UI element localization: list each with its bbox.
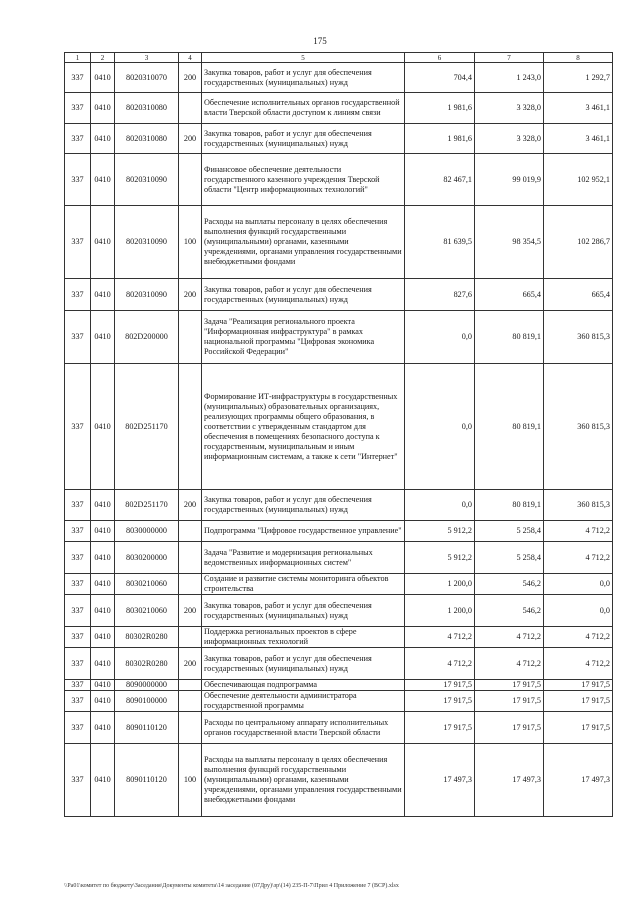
target-article-cell: 8020310090 xyxy=(115,279,179,311)
name-cell: Закупка товаров, работ и услуг для обеспечения государственных (муниципальных) нужд xyxy=(202,63,405,93)
name-cell: Расходы по центральному аппарату исполнительных органов государственной власти Тверской области xyxy=(202,712,405,744)
ved-cell: 337 xyxy=(65,648,91,680)
amount-2021-cell: 1 200,0 xyxy=(405,595,475,627)
section-cell: 0410 xyxy=(91,691,115,712)
name-cell: Расходы на выплаты персоналу в целях обеспечения выполнения функций государственными (муниципальными) органами, казенными учреждениями, органами управления государственными внебюджетными фондами xyxy=(202,744,405,817)
amount-2022-cell: 80 819,1 xyxy=(475,311,544,364)
expense-type-cell xyxy=(179,574,202,595)
section-cell: 0410 xyxy=(91,712,115,744)
section-cell: 0410 xyxy=(91,574,115,595)
amount-2021-cell: 82 467,1 xyxy=(405,154,475,206)
column-number-cell: 6 xyxy=(405,53,475,63)
amount-2021-cell: 5 912,2 xyxy=(405,542,475,574)
name-cell: Обеспечивающая подпрограмма xyxy=(202,680,405,691)
table-row xyxy=(65,574,613,595)
section-cell: 0410 xyxy=(91,63,115,93)
expense-type-cell xyxy=(179,364,202,490)
name-cell: Закупка товаров, работ и услуг для обеспечения государственных (муниципальных) нужд xyxy=(202,648,405,680)
name-cell: Закупка товаров, работ и услуг для обеспечения государственных (муниципальных) нужд xyxy=(202,124,405,154)
ved-cell: 337 xyxy=(65,595,91,627)
amount-2021-cell: 1 981,6 xyxy=(405,93,475,124)
table-row xyxy=(65,490,613,521)
column-number-cell: 3 xyxy=(115,53,179,63)
target-article-cell: 8030200000 xyxy=(115,542,179,574)
amount-2022-cell: 3 328,0 xyxy=(475,124,544,154)
expense-type-cell: 100 xyxy=(179,206,202,279)
ved-cell: 337 xyxy=(65,627,91,648)
section-cell: 0410 xyxy=(91,744,115,817)
table-row xyxy=(65,595,613,627)
amount-2023-cell: 17 917,5 xyxy=(544,680,613,691)
ved-cell: 337 xyxy=(65,712,91,744)
amount-2023-cell: 17 917,5 xyxy=(544,712,613,744)
name-cell: Закупка товаров, работ и услуг для обеспечения государственных (муниципальных) нужд xyxy=(202,490,405,521)
ved-cell: 337 xyxy=(65,680,91,691)
expense-type-cell: 100 xyxy=(179,744,202,817)
expense-type-cell: 200 xyxy=(179,595,202,627)
target-article-cell: 8020310090 xyxy=(115,154,179,206)
table-row xyxy=(65,364,613,490)
amount-2021-cell: 17 917,5 xyxy=(405,691,475,712)
expense-type-cell: 200 xyxy=(179,490,202,521)
name-cell: Формирование ИТ-инфраструктуры в государственных (муниципальных) образовательных организациях, реализующих программы общего образования, в соответствии с утвержденным стандартом для обеспечения в помещениях безопасного доступа к государственным, муниципальным и иным информационным системам, а также к сети "Интернет" xyxy=(202,364,405,490)
table-row xyxy=(65,311,613,364)
target-article-cell: 8090110120 xyxy=(115,712,179,744)
ved-cell: 337 xyxy=(65,279,91,311)
table-row xyxy=(65,712,613,744)
section-cell: 0410 xyxy=(91,206,115,279)
budget-table xyxy=(64,52,613,817)
amount-2023-cell: 0,0 xyxy=(544,574,613,595)
ved-cell: 337 xyxy=(65,542,91,574)
amount-2021-cell: 17 497,3 xyxy=(405,744,475,817)
ved-cell: 337 xyxy=(65,744,91,817)
expense-type-cell xyxy=(179,542,202,574)
amount-2023-cell: 360 815,3 xyxy=(544,311,613,364)
amount-2021-cell: 17 917,5 xyxy=(405,712,475,744)
expense-type-cell: 200 xyxy=(179,63,202,93)
section-cell: 0410 xyxy=(91,595,115,627)
name-cell: Поддержка региональных проектов в сфере информационных технологий xyxy=(202,627,405,648)
name-cell: Подпрограмма "Цифровое государственное управление" xyxy=(202,521,405,542)
amount-2023-cell: 17 497,3 xyxy=(544,744,613,817)
section-cell: 0410 xyxy=(91,364,115,490)
amount-2022-cell: 17 917,5 xyxy=(475,691,544,712)
amount-2023-cell: 4 712,2 xyxy=(544,648,613,680)
column-number-cell: 4 xyxy=(179,53,202,63)
ved-cell: 337 xyxy=(65,691,91,712)
ved-cell: 337 xyxy=(65,154,91,206)
amount-2022-cell: 17 917,5 xyxy=(475,712,544,744)
table-row xyxy=(65,542,613,574)
target-article-cell: 802D200000 xyxy=(115,311,179,364)
amount-2022-cell: 1 243,0 xyxy=(475,63,544,93)
section-cell: 0410 xyxy=(91,311,115,364)
amount-2021-cell: 0,0 xyxy=(405,364,475,490)
amount-2023-cell: 102 952,1 xyxy=(544,154,613,206)
amount-2022-cell: 4 712,2 xyxy=(475,648,544,680)
target-article-cell: 802D251170 xyxy=(115,364,179,490)
section-cell: 0410 xyxy=(91,521,115,542)
amount-2023-cell: 17 917,5 xyxy=(544,691,613,712)
target-article-cell: 8090000000 xyxy=(115,680,179,691)
amount-2021-cell: 5 912,2 xyxy=(405,521,475,542)
table-row xyxy=(65,691,613,712)
column-number-cell: 8 xyxy=(544,53,613,63)
amount-2022-cell: 665,4 xyxy=(475,279,544,311)
column-number-cell: 1 xyxy=(65,53,91,63)
section-cell: 0410 xyxy=(91,93,115,124)
target-article-cell: 8090110120 xyxy=(115,744,179,817)
expense-type-cell xyxy=(179,521,202,542)
section-cell: 0410 xyxy=(91,542,115,574)
amount-2022-cell: 4 712,2 xyxy=(475,627,544,648)
table-row xyxy=(65,63,613,93)
target-article-cell: 8030000000 xyxy=(115,521,179,542)
expense-type-cell: 200 xyxy=(179,124,202,154)
ved-cell: 337 xyxy=(65,206,91,279)
table-row xyxy=(65,680,613,691)
expense-type-cell xyxy=(179,627,202,648)
section-cell: 0410 xyxy=(91,490,115,521)
section-cell: 0410 xyxy=(91,279,115,311)
expense-type-cell: 200 xyxy=(179,279,202,311)
section-cell: 0410 xyxy=(91,648,115,680)
target-article-cell: 8030210060 xyxy=(115,574,179,595)
amount-2023-cell: 360 815,3 xyxy=(544,364,613,490)
name-cell: Закупка товаров, работ и услуг для обеспечения государственных (муниципальных) нужд xyxy=(202,279,405,311)
amount-2021-cell: 4 712,2 xyxy=(405,648,475,680)
expense-type-cell xyxy=(179,712,202,744)
table-row xyxy=(65,93,613,124)
ved-cell: 337 xyxy=(65,124,91,154)
target-article-cell: 8020310070 xyxy=(115,63,179,93)
name-cell: Закупка товаров, работ и услуг для обеспечения государственных (муниципальных) нужд xyxy=(202,595,405,627)
amount-2022-cell: 546,2 xyxy=(475,574,544,595)
table-row xyxy=(65,627,613,648)
amount-2021-cell: 704,4 xyxy=(405,63,475,93)
table-row xyxy=(65,648,613,680)
header-row xyxy=(65,53,613,63)
name-cell: Расходы на выплаты персоналу в целях обеспечения выполнения функций государственными (муниципальными) органами, казенными учреждениями, органами управления государственными внебюджетными фондами xyxy=(202,206,405,279)
amount-2023-cell: 0,0 xyxy=(544,595,613,627)
amount-2021-cell: 827,6 xyxy=(405,279,475,311)
ved-cell: 337 xyxy=(65,93,91,124)
amount-2023-cell: 4 712,2 xyxy=(544,627,613,648)
table-row xyxy=(65,521,613,542)
amount-2022-cell: 17 917,5 xyxy=(475,680,544,691)
amount-2021-cell: 1 981,6 xyxy=(405,124,475,154)
amount-2023-cell: 360 815,3 xyxy=(544,490,613,521)
name-cell: Финансовое обеспечение деятельности государственного казенного учреждения Тверской области "Центр информационных технологий" xyxy=(202,154,405,206)
target-article-cell: 8090100000 xyxy=(115,691,179,712)
expense-type-cell xyxy=(179,680,202,691)
expense-type-cell xyxy=(179,691,202,712)
amount-2023-cell: 3 461,1 xyxy=(544,124,613,154)
expense-type-cell: 200 xyxy=(179,648,202,680)
amount-2023-cell: 102 286,7 xyxy=(544,206,613,279)
amount-2022-cell: 546,2 xyxy=(475,595,544,627)
table-row xyxy=(65,279,613,311)
name-cell: Задача "Развитие и модернизация региональных ведомственных информационных систем" xyxy=(202,542,405,574)
name-cell: Обеспечение деятельности администратора государственной программы xyxy=(202,691,405,712)
table-row xyxy=(65,744,613,817)
amount-2023-cell: 4 712,2 xyxy=(544,542,613,574)
ved-cell: 337 xyxy=(65,63,91,93)
section-cell: 0410 xyxy=(91,124,115,154)
target-article-cell: 8020310080 xyxy=(115,93,179,124)
target-article-cell: 8020310080 xyxy=(115,124,179,154)
ved-cell: 337 xyxy=(65,364,91,490)
amount-2022-cell: 99 019,9 xyxy=(475,154,544,206)
amount-2022-cell: 80 819,1 xyxy=(475,364,544,490)
amount-2022-cell: 5 258,4 xyxy=(475,542,544,574)
section-cell: 0410 xyxy=(91,154,115,206)
amount-2023-cell: 665,4 xyxy=(544,279,613,311)
column-number-cell: 2 xyxy=(91,53,115,63)
name-cell: Обеспечение исполнительных органов государственной власти Тверской области доступом к линиям связи xyxy=(202,93,405,124)
amount-2021-cell: 4 712,2 xyxy=(405,627,475,648)
amount-2021-cell: 17 917,5 xyxy=(405,680,475,691)
name-cell: Задача "Реализация регионального проекта "Информационная инфраструктура" в рамках национальной программы "Цифровая экономика Российской Федерации" xyxy=(202,311,405,364)
ved-cell: 337 xyxy=(65,311,91,364)
expense-type-cell xyxy=(179,93,202,124)
target-article-cell: 8020310090 xyxy=(115,206,179,279)
ved-cell: 337 xyxy=(65,574,91,595)
amount-2021-cell: 81 639,5 xyxy=(405,206,475,279)
table-row xyxy=(65,154,613,206)
column-number-cell: 5 xyxy=(202,53,405,63)
target-article-cell: 802D251170 xyxy=(115,490,179,521)
target-article-cell: 80302R0280 xyxy=(115,627,179,648)
expense-type-cell xyxy=(179,154,202,206)
name-cell: Создание и развитие системы мониторинга объектов строительства xyxy=(202,574,405,595)
amount-2022-cell: 80 819,1 xyxy=(475,490,544,521)
amount-2022-cell: 98 354,5 xyxy=(475,206,544,279)
ved-cell: 337 xyxy=(65,521,91,542)
amount-2023-cell: 1 292,7 xyxy=(544,63,613,93)
amount-2022-cell: 17 497,3 xyxy=(475,744,544,817)
section-cell: 0410 xyxy=(91,627,115,648)
amount-2022-cell: 5 258,4 xyxy=(475,521,544,542)
amount-2023-cell: 4 712,2 xyxy=(544,521,613,542)
target-article-cell: 80302R0280 xyxy=(115,648,179,680)
amount-2021-cell: 0,0 xyxy=(405,490,475,521)
amount-2021-cell: 0,0 xyxy=(405,311,475,364)
page-number: 175 xyxy=(313,36,327,46)
ved-cell: 337 xyxy=(65,490,91,521)
column-number-cell: 7 xyxy=(475,53,544,63)
table-row xyxy=(65,206,613,279)
file-path-footer: \\Pa01\комитет по бюджету\Заседания\Документы комитета\14 заседание (07Дру)\зр\(14) 235-П-7\Прил 4 Приложение 7 (ВСР).xlsx xyxy=(64,883,399,889)
target-article-cell: 8030210060 xyxy=(115,595,179,627)
amount-2021-cell: 1 200,0 xyxy=(405,574,475,595)
section-cell: 0410 xyxy=(91,680,115,691)
table-row xyxy=(65,124,613,154)
expense-type-cell xyxy=(179,311,202,364)
amount-2022-cell: 3 328,0 xyxy=(475,93,544,124)
amount-2023-cell: 3 461,1 xyxy=(544,93,613,124)
